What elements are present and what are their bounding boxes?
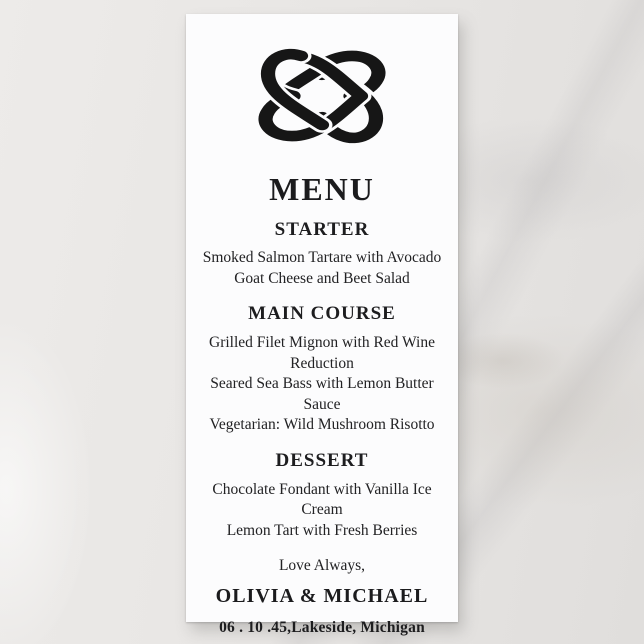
celtic-knot-svg [256, 47, 388, 145]
menu-sections [194, 220, 450, 542]
menu-item-line: Chocolate Fondant with Vanilla Ice [212, 480, 432, 498]
celtic-knot-icon [194, 47, 450, 145]
menu-item-line: Vegetarian: Wild Mushroom Risotto [209, 416, 435, 434]
menu-section [194, 304, 450, 435]
section-items [194, 248, 450, 289]
section-heading: DESSERT [275, 449, 369, 471]
menu-item-line: Lemon Tart with Fresh Berries [226, 521, 418, 539]
closing-line: Love Always, [278, 557, 366, 575]
section-items [194, 480, 450, 542]
menu-title: MENU [269, 171, 375, 207]
menu-item-line: Seared Sea Bass with Lemon Butter [210, 375, 434, 393]
section-heading: STARTER [274, 218, 370, 240]
menu-item-line: Reduction [290, 354, 354, 372]
menu-section [194, 220, 450, 290]
event-date-location: 06 . 10 .45,Lakeside, Michigan [219, 619, 425, 637]
couple-names: OLIVIA & MICHAEL [215, 585, 429, 608]
menu-item-line: Cream [301, 501, 343, 519]
menu-card [186, 14, 458, 637]
menu-item-line: Sauce [303, 395, 341, 413]
menu-item-line: Smoked Salmon Tartare with Avocado [202, 249, 442, 267]
section-items [194, 333, 450, 436]
menu-item-line: Grilled Filet Mignon with Red Wine [209, 334, 435, 352]
section-heading: MAIN COURSE [248, 303, 396, 325]
menu-item-line: Goat Cheese and Beet Salad [234, 269, 410, 287]
menu-section [194, 451, 450, 541]
